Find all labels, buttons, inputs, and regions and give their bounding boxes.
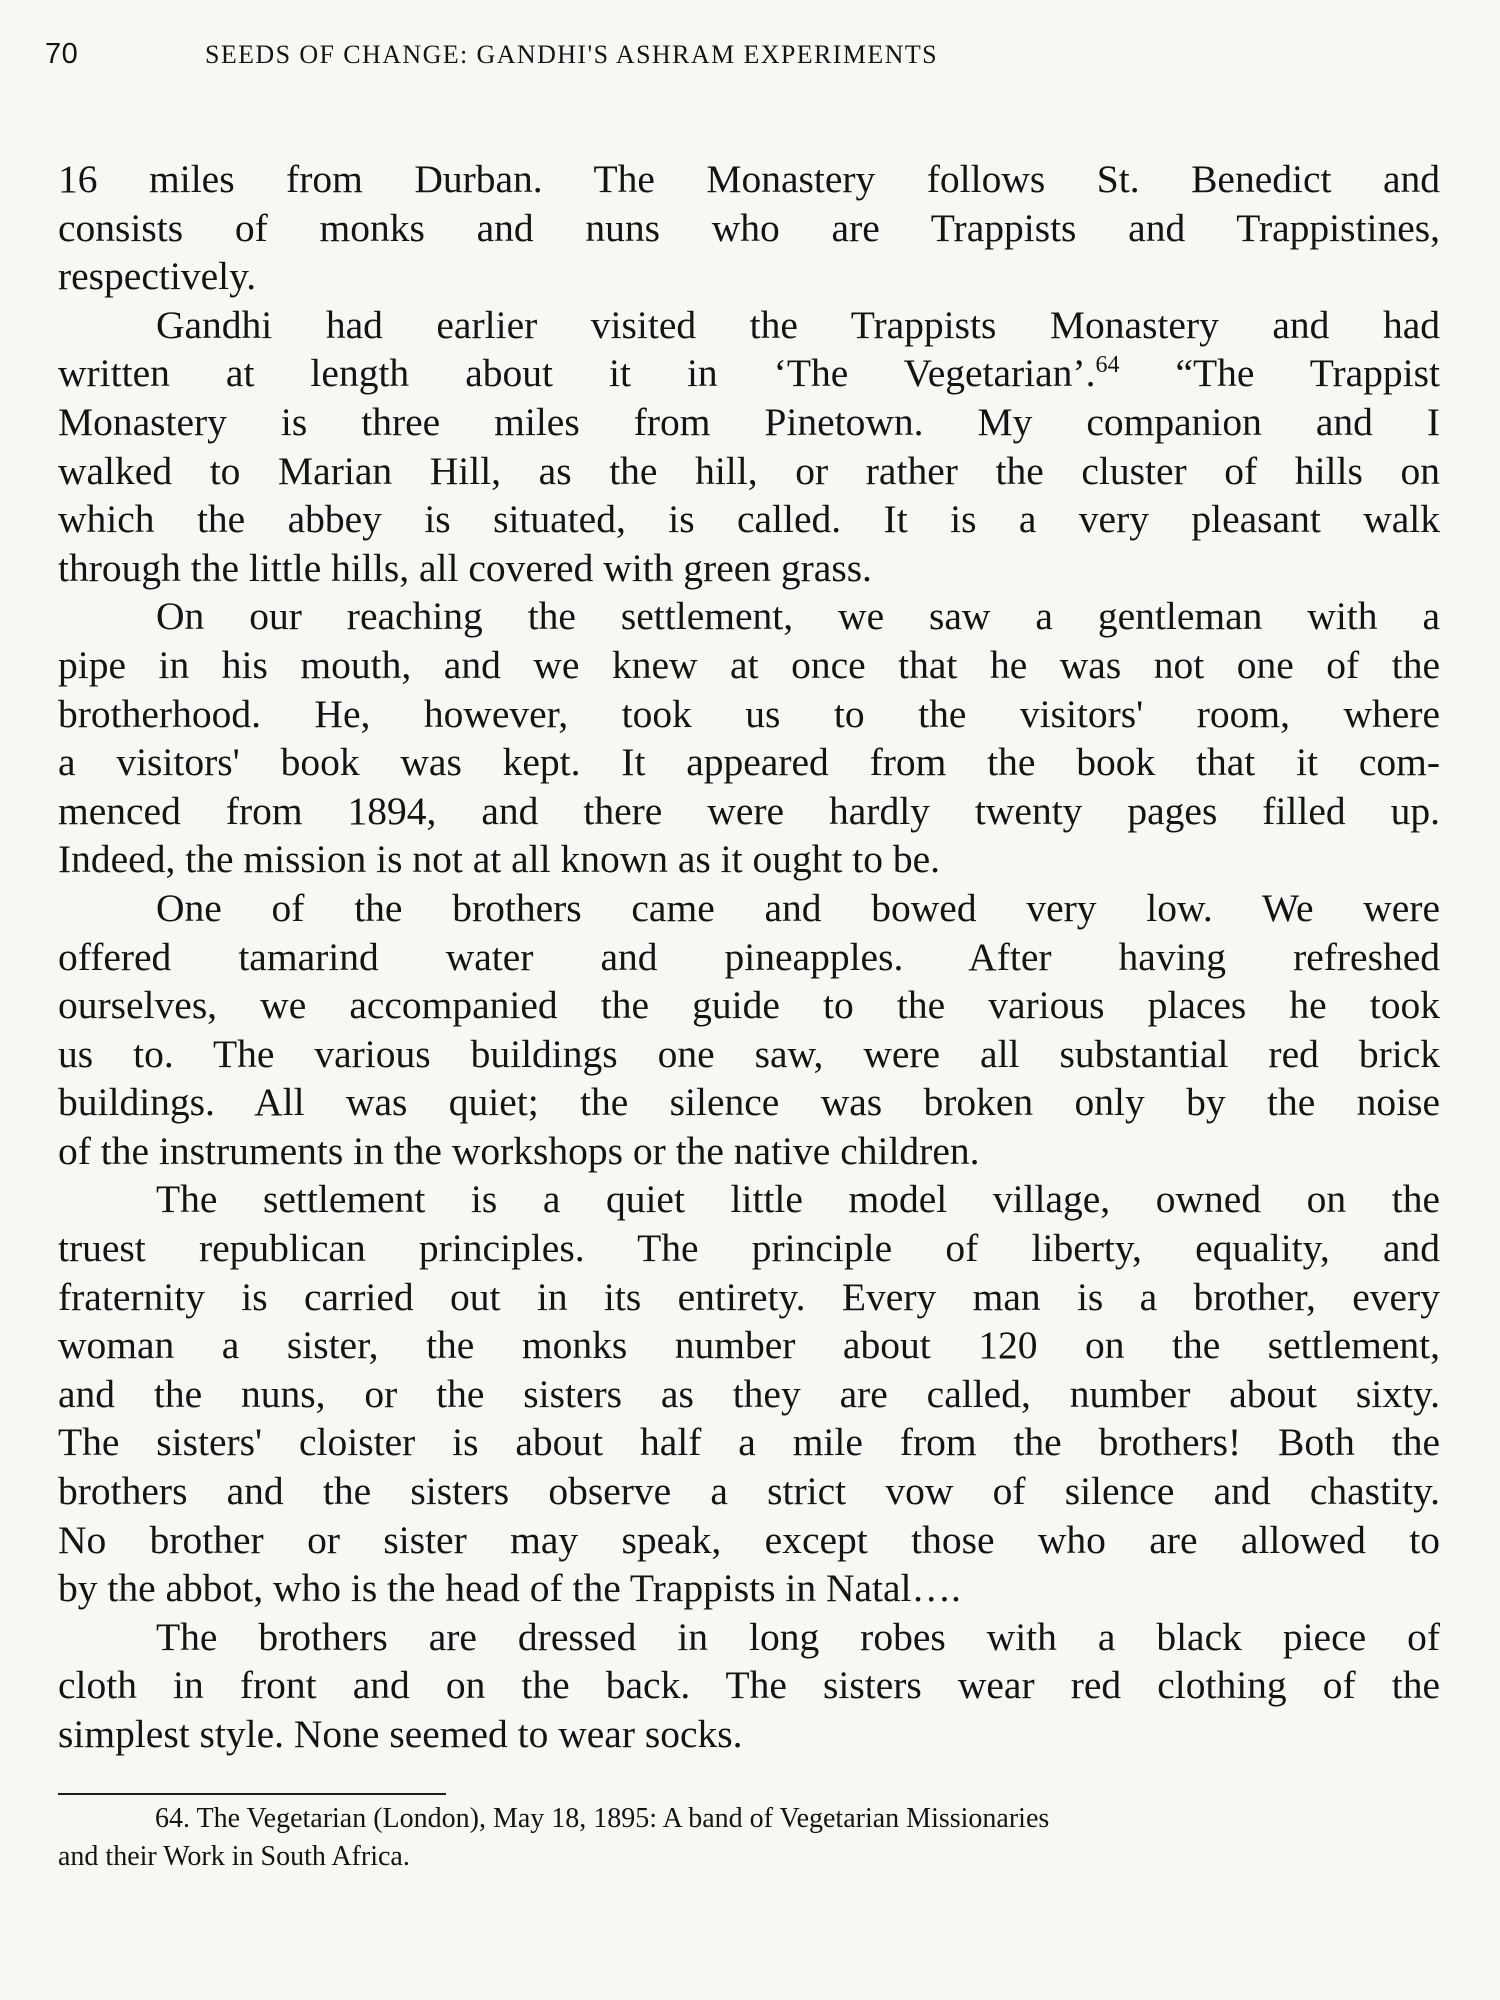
text-line: which the abbey is situated, is called. It is a very pleasant walk xyxy=(58,497,1440,542)
text-line: a visitors' book was kept. It appeared from the book that it com- xyxy=(58,740,1440,785)
text-line: 16 miles from Durban. The Monastery follows St. Benedict and xyxy=(58,157,1440,201)
text-line: Monastery is three miles from Pinetown. My companion and I xyxy=(58,399,1440,444)
text-line: respectively. xyxy=(58,254,257,299)
text-line: pipe in his mouth, and we knew at once that he was not one of the xyxy=(58,642,1440,687)
footnote-line: and their Work in South Africa. xyxy=(58,1841,410,1872)
text-line xyxy=(58,349,1440,398)
text-line: walked to Marian Hill, as the hill, or rather the cluster of hills on xyxy=(58,448,1440,493)
paragraph-2 xyxy=(58,301,1440,593)
body-text xyxy=(58,155,1440,1759)
text-line: brothers and the sisters observe a strict vow of silence and chastity. xyxy=(58,1469,1440,1514)
footnote-divider xyxy=(58,1793,446,1795)
paragraph-5 xyxy=(58,1175,1440,1612)
text-line: Indeed, the mission is not at all known as it ought to be. xyxy=(58,837,941,882)
footnote xyxy=(58,1800,1440,1876)
text-line: On our reaching the settlement, we saw a gentleman with a xyxy=(156,594,1440,639)
running-title: SEEDS OF CHANGE: GANDHI'S ASHRAM EXPERIMENTS xyxy=(205,40,938,69)
text-line: Gandhi had earlier visited the Trappists Monastery and had xyxy=(156,302,1440,347)
paragraph-4 xyxy=(58,884,1440,1176)
text-line: truest republican principles. The principle of liberty, equality, and xyxy=(58,1226,1440,1271)
text-line: fraternity is carried out in its entirety. Every man is a brother, every xyxy=(58,1274,1440,1319)
text-line: simplest style. None seemed to wear socks. xyxy=(58,1712,743,1756)
text-line: woman a sister, the monks number about 120 on the settlement, xyxy=(58,1323,1440,1368)
text-line: and the nuns, or the sisters as they are called, number about sixty. xyxy=(58,1371,1440,1416)
text-line: us to. The various buildings one saw, were all substantial red brick xyxy=(58,1031,1440,1076)
text-line: cloth in front and on the back. The sisters wear red clothing of the xyxy=(58,1663,1440,1708)
text-line: consists of monks and nuns who are Trappists and Trappistines, xyxy=(58,205,1440,250)
text-segment: “The Trappist xyxy=(1119,351,1440,396)
text-segment: written at length about it in ‘The Vegetarian’. xyxy=(58,351,1096,396)
text-line: No brother or sister may speak, except those who are allowed to xyxy=(58,1517,1440,1562)
text-line: offered tamarind water and pineapples. After having refreshed xyxy=(58,934,1440,979)
page-number: 70 xyxy=(45,38,79,70)
text-line: One of the brothers came and bowed very low. We were xyxy=(156,885,1440,930)
text-line: menced from 1894, and there were hardly twenty pages filled up. xyxy=(58,788,1440,833)
paragraph-1 xyxy=(58,155,1440,301)
footnote-line: 64. The Vegetarian (London), May 18, 1895: A band of Vegetarian Missionaries xyxy=(155,1803,1050,1834)
text-line: brotherhood. He, however, took us to the visitors' room, where xyxy=(58,691,1440,736)
text-line: buildings. All was quiet; the silence was broken only by the noise xyxy=(58,1080,1440,1125)
paragraph-3 xyxy=(58,592,1440,884)
paragraph-6 xyxy=(58,1613,1440,1759)
text-line: The brothers are dressed in long robes with a black piece of xyxy=(156,1614,1440,1659)
running-head xyxy=(45,38,1445,78)
footnote-reference: 64 xyxy=(1095,352,1120,379)
text-line: ourselves, we accompanied the guide to the various places he took xyxy=(58,983,1440,1028)
text-line: The settlement is a quiet little model village, owned on the xyxy=(156,1177,1440,1222)
text-line: by the abbot, who is the head of the Trappists in Natal…. xyxy=(58,1566,961,1611)
text-line: through the little hills, all covered with green grass. xyxy=(58,545,872,590)
text-line: The sisters' cloister is about half a mile from the brothers! Both the xyxy=(58,1420,1440,1465)
text-line: of the instruments in the workshops or the native children. xyxy=(58,1128,980,1173)
